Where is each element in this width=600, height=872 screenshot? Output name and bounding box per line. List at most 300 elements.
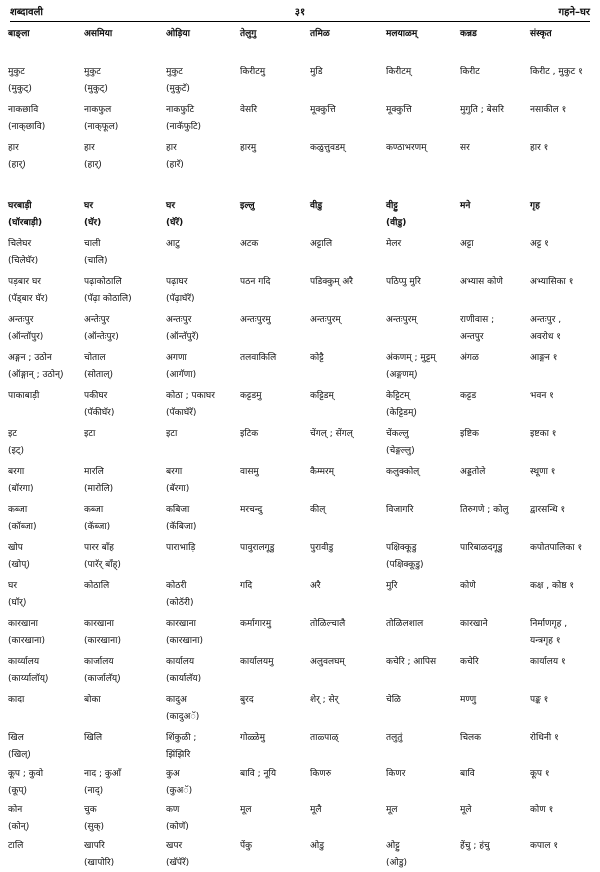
- term: टालि: [8, 841, 24, 851]
- table-cell: [166, 730, 238, 764]
- term: बावि: [460, 769, 475, 779]
- table-cell: [8, 312, 84, 346]
- term: गदि: [240, 581, 253, 591]
- term: पड़बार घर: [8, 277, 41, 287]
- table-cell: [166, 540, 238, 557]
- term: हार: [84, 143, 95, 153]
- term: नाकछावि: [8, 105, 39, 115]
- table-cell: [8, 388, 84, 405]
- term: राणीवास ;: [460, 315, 495, 325]
- table-cell: [166, 578, 238, 612]
- term: कोठा ; पकाघर: [166, 391, 215, 401]
- term: बुरद: [240, 695, 254, 705]
- table-cell: [8, 540, 84, 574]
- pronunciation: (कार्यालॅय): [166, 674, 202, 684]
- table-cell: [460, 198, 528, 215]
- term: कब्जा: [84, 505, 104, 515]
- table-cell: [460, 578, 528, 595]
- table-cell: [166, 198, 238, 232]
- table-cell: [530, 838, 594, 855]
- term: खापरि: [84, 841, 105, 851]
- table-cell: [166, 464, 238, 498]
- term: मूलै: [310, 805, 322, 815]
- pronunciation: झिंझिरि: [166, 750, 191, 760]
- pronunciation: (पॅढ़ा कोठालि): [84, 294, 132, 304]
- table-cell: [84, 64, 164, 98]
- table-cell: [530, 426, 594, 443]
- table-cell: [8, 426, 84, 460]
- pronunciation: (मुकुट्): [84, 84, 108, 94]
- table-cell: [386, 578, 458, 595]
- table-cell: [460, 766, 528, 783]
- table-cell: [386, 350, 458, 384]
- column-header-2: असमिया: [84, 29, 113, 39]
- pronunciation: (सुक्): [84, 822, 105, 832]
- term: खिल: [8, 733, 24, 743]
- term: कलुक्कोल्: [386, 467, 420, 477]
- term: चेंकल्लु: [386, 429, 409, 439]
- table-cell: [386, 464, 458, 481]
- column-headers: [0, 26, 600, 40]
- pronunciation: (बॅरगा): [166, 484, 190, 494]
- table-cell: [530, 102, 594, 119]
- term: घर: [166, 201, 176, 211]
- pronunciation: (ऑङ्गान् ; उठोन्): [8, 370, 64, 380]
- column-header-1: बाङ्ला: [8, 29, 30, 39]
- table-cell: [310, 350, 384, 367]
- table-cell: [8, 578, 84, 612]
- table-cell: [460, 140, 528, 157]
- term: अंगळ: [460, 353, 479, 363]
- term: किरीटमु: [240, 67, 266, 77]
- pronunciation: यन्त्रगृह १: [530, 636, 561, 646]
- pronunciation: (बॉरगा): [8, 484, 34, 494]
- term: हार १: [530, 143, 549, 153]
- term: मारलि: [84, 467, 104, 477]
- table-cell: [460, 838, 528, 855]
- pronunciation: (ऑन्तेःपुर): [84, 332, 119, 342]
- pronunciation: (कॉब्जा): [8, 522, 37, 532]
- term: मुडि: [310, 67, 323, 77]
- term: खपर: [166, 841, 183, 851]
- table-cell: [166, 102, 238, 136]
- table-cell: [460, 692, 528, 709]
- table-cell: [386, 838, 458, 872]
- table-cell: [84, 102, 164, 136]
- table-cell: [310, 274, 384, 291]
- term: भवन १: [530, 391, 554, 401]
- table-cell: [166, 350, 238, 384]
- pronunciation: (केट्टिडम्): [386, 408, 417, 418]
- table-cell: [386, 426, 458, 460]
- pronunciation: (पॅड्बार घॅर): [8, 294, 48, 304]
- table-cell: [84, 350, 164, 384]
- table-cell: [8, 64, 84, 98]
- term: हारमु: [240, 143, 257, 153]
- term: बरगा: [8, 467, 25, 477]
- term: बावि ; नूयि: [240, 769, 277, 779]
- table-cell: [386, 540, 458, 574]
- term: मुकुट: [166, 67, 183, 77]
- table-cell: [460, 540, 528, 557]
- term: कारखाना: [166, 619, 196, 629]
- term: कोट्टै: [310, 353, 324, 363]
- term: पारर बाँह: [84, 543, 114, 553]
- table-cell: [310, 198, 384, 215]
- table-cell: [460, 102, 528, 119]
- table-cell: [84, 692, 164, 709]
- table-cell: [460, 236, 528, 253]
- term: कचेरि: [460, 657, 479, 667]
- table-cell: [84, 616, 164, 650]
- table-cell: [460, 312, 528, 346]
- term: कब्जा: [8, 505, 28, 515]
- pronunciation: (पारॅर् बाँह्): [84, 560, 121, 570]
- table-cell: [530, 64, 594, 81]
- table-cell: [310, 236, 384, 253]
- column-header-4: तेलुगु: [240, 29, 257, 39]
- table-cell: [240, 388, 308, 405]
- term: अट्टा: [460, 239, 474, 249]
- term: कूप ; कुवो: [8, 769, 44, 779]
- term: इष्टका १: [530, 429, 557, 439]
- term: वीडु: [310, 201, 323, 211]
- table-cell: [84, 540, 164, 574]
- term: इटिक: [240, 429, 259, 439]
- table-cell: [460, 426, 528, 443]
- table-cell: [240, 766, 308, 783]
- table-cell: [386, 140, 458, 157]
- column-header-8: संस्कृत: [530, 29, 552, 39]
- table-cell: [240, 802, 308, 819]
- term: कैम्मरम्: [310, 467, 335, 477]
- table-cell: [530, 350, 594, 367]
- table-cell: [530, 502, 594, 519]
- term: नाकफुल: [84, 105, 112, 115]
- term: किरीट , मुकुट १: [530, 67, 583, 77]
- table-cell: [166, 654, 238, 688]
- pronunciation: (इट्): [8, 446, 24, 456]
- term: कण्ठाभरणम्: [386, 143, 427, 153]
- pronunciation: (नाक्‌फूल): [84, 122, 119, 132]
- term: बोका: [84, 695, 101, 705]
- term: वासमु: [240, 467, 259, 477]
- pronunciation: (पॅकीघॅर): [84, 408, 115, 418]
- table-cell: [8, 236, 84, 270]
- table-cell: [240, 236, 308, 253]
- term: अन्तःपुर: [8, 315, 34, 325]
- term: किणर: [386, 769, 406, 779]
- pronunciation: (सोताल्): [84, 370, 114, 380]
- table-cell: [310, 692, 384, 709]
- table-cell: [240, 464, 308, 481]
- pronunciation: (चालि): [84, 256, 108, 266]
- term: मने: [460, 201, 471, 211]
- term: कार्यालय १: [530, 657, 566, 667]
- table-cell: [386, 654, 458, 671]
- table-cell: [8, 730, 84, 764]
- pronunciation: (कार्जालॅय्): [84, 674, 121, 684]
- term: आङ्गन १: [530, 353, 558, 363]
- table-cell: [530, 274, 594, 291]
- table-cell: [240, 274, 308, 291]
- term: गृह: [530, 201, 540, 211]
- table-cell: [460, 350, 528, 367]
- table-cell: [166, 502, 238, 536]
- term: पडिक्कुम् अरै: [310, 277, 353, 287]
- term: सर: [460, 143, 470, 153]
- pronunciation: (ऑन्तॅपुरॅ): [166, 332, 199, 342]
- term: पठन गदि: [240, 277, 271, 287]
- column-header-6: मलयाळम्: [386, 29, 418, 39]
- term: आटु: [166, 239, 180, 249]
- term: अंकणम् ; मुट्टम्: [386, 353, 436, 363]
- term: चिलेघर: [8, 239, 32, 249]
- pronunciation: अवरोध १: [530, 332, 561, 342]
- table-cell: [240, 654, 308, 671]
- term: पक्षिक्कूडु: [386, 543, 417, 553]
- term: अरै: [310, 581, 321, 591]
- table-cell: [84, 274, 164, 308]
- term: मूले: [460, 805, 472, 815]
- term: कळुत्तुवडम्: [310, 143, 346, 153]
- term: अङ्गन ; उठोन: [8, 353, 52, 363]
- term: अन्तःपुरम्: [386, 315, 417, 325]
- table-cell: [166, 388, 238, 422]
- header-right-title: गहने–घर: [558, 7, 590, 18]
- pronunciation: (कॅब्जा): [84, 522, 111, 532]
- table-cell: [166, 236, 238, 253]
- term: कोन: [8, 805, 23, 815]
- pronunciation: (आगॅणा): [166, 370, 197, 380]
- header-rule: [10, 21, 590, 22]
- pronunciation: (अङ्गणम्): [386, 370, 418, 380]
- table-cell: [386, 388, 458, 422]
- term: मण्णु: [460, 695, 477, 705]
- table-cell: [240, 426, 308, 443]
- table-cell: [8, 464, 84, 498]
- term: ताळ्पाळ्: [310, 733, 339, 743]
- term: पारिबाळदगूडु: [460, 543, 503, 553]
- pronunciation: (कोठॅरी): [166, 598, 194, 608]
- table-cell: [240, 312, 308, 329]
- table-cell: [386, 730, 458, 747]
- term: चाली: [84, 239, 101, 249]
- table-cell: [460, 464, 528, 481]
- table-cell: [386, 102, 458, 119]
- column-header-7: कन्नड: [460, 29, 477, 39]
- term: मूक्कुत्ति: [386, 105, 412, 115]
- term: तलुतुं: [386, 733, 403, 743]
- term: किरीट: [460, 67, 480, 77]
- table-cell: [310, 140, 384, 157]
- table-cell: [310, 464, 384, 481]
- pronunciation: (पॅकाघॅरॅ): [166, 408, 197, 418]
- table-cell: [530, 198, 594, 215]
- term: कण: [166, 805, 180, 815]
- term: मुरि: [386, 581, 398, 591]
- pronunciation: (कॅबिजा): [166, 522, 197, 532]
- pronunciation: (कादुअॅ): [166, 712, 200, 722]
- pronunciation: (चेङ्गल्लु): [386, 446, 415, 456]
- term: वेसरि: [240, 105, 258, 115]
- table-cell: [84, 766, 164, 800]
- table-cell: [240, 692, 308, 709]
- pronunciation: (पक्षिक्कूडु): [386, 560, 424, 570]
- table-cell: [530, 540, 594, 557]
- table-cell: [460, 388, 528, 405]
- pronunciation: (कुअॅ): [166, 786, 193, 796]
- term: मरचन्दु: [240, 505, 263, 515]
- table-cell: [386, 802, 458, 819]
- term: पावुरालगूडु: [240, 543, 275, 553]
- pronunciation: (कूप्): [8, 786, 28, 796]
- table-cell: [240, 502, 308, 519]
- table-cell: [166, 426, 238, 443]
- table-cell: [310, 312, 384, 329]
- term: इल्लु: [240, 201, 255, 211]
- table-cell: [166, 838, 238, 872]
- term: चिलक: [460, 733, 482, 743]
- pronunciation: (घॅरॅ): [166, 218, 184, 228]
- table-cell: [530, 730, 594, 747]
- pronunciation: (घॉर्): [8, 598, 27, 608]
- term: हार: [8, 143, 19, 153]
- table-cell: [530, 654, 594, 671]
- table-cell: [166, 312, 238, 346]
- table-cell: [84, 236, 164, 270]
- term: घर: [8, 581, 18, 591]
- table-cell: [460, 502, 528, 519]
- table-cell: [386, 198, 458, 232]
- term: कार्यालयमु: [240, 657, 274, 667]
- term: विजागरि: [386, 505, 414, 515]
- term: मेलर: [386, 239, 402, 249]
- pronunciation: (मारोलि): [84, 484, 114, 494]
- term: मूल: [240, 805, 252, 815]
- pronunciation: (कोणॅ): [166, 822, 189, 832]
- term: कूप १: [530, 769, 550, 779]
- table-cell: [530, 616, 594, 650]
- table-cell: [8, 838, 84, 855]
- table-cell: [8, 350, 84, 384]
- term: पढ़ाकोठालि: [84, 277, 122, 287]
- table-cell: [84, 312, 164, 346]
- pronunciation: (पॅढ़ाघॅरॅ): [166, 294, 195, 304]
- term: मुगुति ; बेसरि: [460, 105, 504, 115]
- term: कोठालि: [84, 581, 110, 591]
- term: कबिजा: [166, 505, 190, 515]
- term: अभ्यास कोणे: [460, 277, 503, 287]
- table-cell: [8, 102, 84, 136]
- term: पकीघर: [84, 391, 108, 401]
- table-cell: [84, 140, 164, 174]
- term: इटा: [84, 429, 96, 439]
- table-cell: [166, 140, 238, 174]
- term: कार्य्यालय: [8, 657, 40, 667]
- pronunciation: (हारॅ): [166, 160, 184, 170]
- table-cell: [460, 64, 528, 81]
- table-cell: [166, 766, 238, 800]
- term: पठिप्पु मुरि: [386, 277, 421, 287]
- term: रोधिनी १: [530, 733, 559, 743]
- table-cell: [84, 388, 164, 422]
- term: पाकाबाड़ी: [8, 391, 40, 401]
- table-cell: [240, 540, 308, 557]
- term: कार्जालय: [84, 657, 114, 667]
- term: तोळिल्चालै: [310, 619, 346, 629]
- table-cell: [460, 654, 528, 671]
- table-cell: [84, 730, 164, 747]
- term: कर्मागारमु: [240, 619, 272, 629]
- term: कपोतपालिका १: [530, 543, 583, 553]
- term: अन्तःपुर: [166, 315, 192, 325]
- term: खिलि: [84, 733, 103, 743]
- term: चेळि: [386, 695, 401, 705]
- term: वीट्टु: [386, 201, 398, 211]
- term: कार्यालय: [166, 657, 195, 667]
- table-cell: [84, 838, 164, 872]
- table-cell: [530, 802, 594, 819]
- table-cell: [240, 102, 308, 119]
- table-cell: [530, 766, 594, 783]
- term: शिंकुळी ;: [166, 733, 197, 743]
- table-cell: [310, 426, 384, 443]
- term: कादा: [8, 695, 25, 705]
- term: घर: [84, 201, 94, 211]
- term: मुकुट: [84, 67, 101, 77]
- term: नाकफुटि: [166, 105, 195, 115]
- table-cell: [8, 616, 84, 650]
- pronunciation: (खिल्): [8, 750, 31, 760]
- term: अभ्यासिका १: [530, 277, 574, 287]
- table-cell: [240, 64, 308, 81]
- term: पङ्क १: [530, 695, 549, 705]
- term: पुरावीडु: [310, 543, 334, 553]
- table-cell: [460, 616, 528, 633]
- term: इट: [8, 429, 17, 439]
- term: किणरु: [310, 769, 332, 779]
- term: तोळिलशाल: [386, 619, 424, 629]
- term: अन्तःपुरम्: [310, 315, 341, 325]
- table-cell: [166, 616, 238, 650]
- table-cell: [84, 802, 164, 836]
- term: अन्तःपुर ,: [530, 315, 562, 325]
- pronunciation: (हार्): [8, 160, 26, 170]
- table-cell: [530, 312, 594, 346]
- term: नसाकील १: [530, 105, 567, 115]
- table-cell: [240, 616, 308, 633]
- term: कोणे: [460, 581, 476, 591]
- pronunciation: (चिलेघॅर): [8, 256, 39, 266]
- pronunciation: (कारखाना): [84, 636, 121, 646]
- term: कट्टड: [460, 391, 477, 401]
- table-cell: [84, 464, 164, 498]
- term: कोठरी: [166, 581, 187, 591]
- term: अट्टालि: [310, 239, 333, 249]
- term: चुक: [84, 805, 97, 815]
- term: कील्: [310, 505, 326, 515]
- table-cell: [166, 692, 238, 726]
- header-left-title: शब्दावली: [10, 7, 43, 18]
- pronunciation: (नाद्): [84, 786, 104, 796]
- term: नाद ; कुआँ: [84, 769, 121, 779]
- table-cell: [530, 464, 594, 481]
- term: तिरुगणे ; कोलु: [460, 505, 509, 515]
- table-cell: [386, 236, 458, 253]
- term: कट्टिडम्: [310, 391, 334, 401]
- term: द्वारसन्धि १: [530, 505, 566, 515]
